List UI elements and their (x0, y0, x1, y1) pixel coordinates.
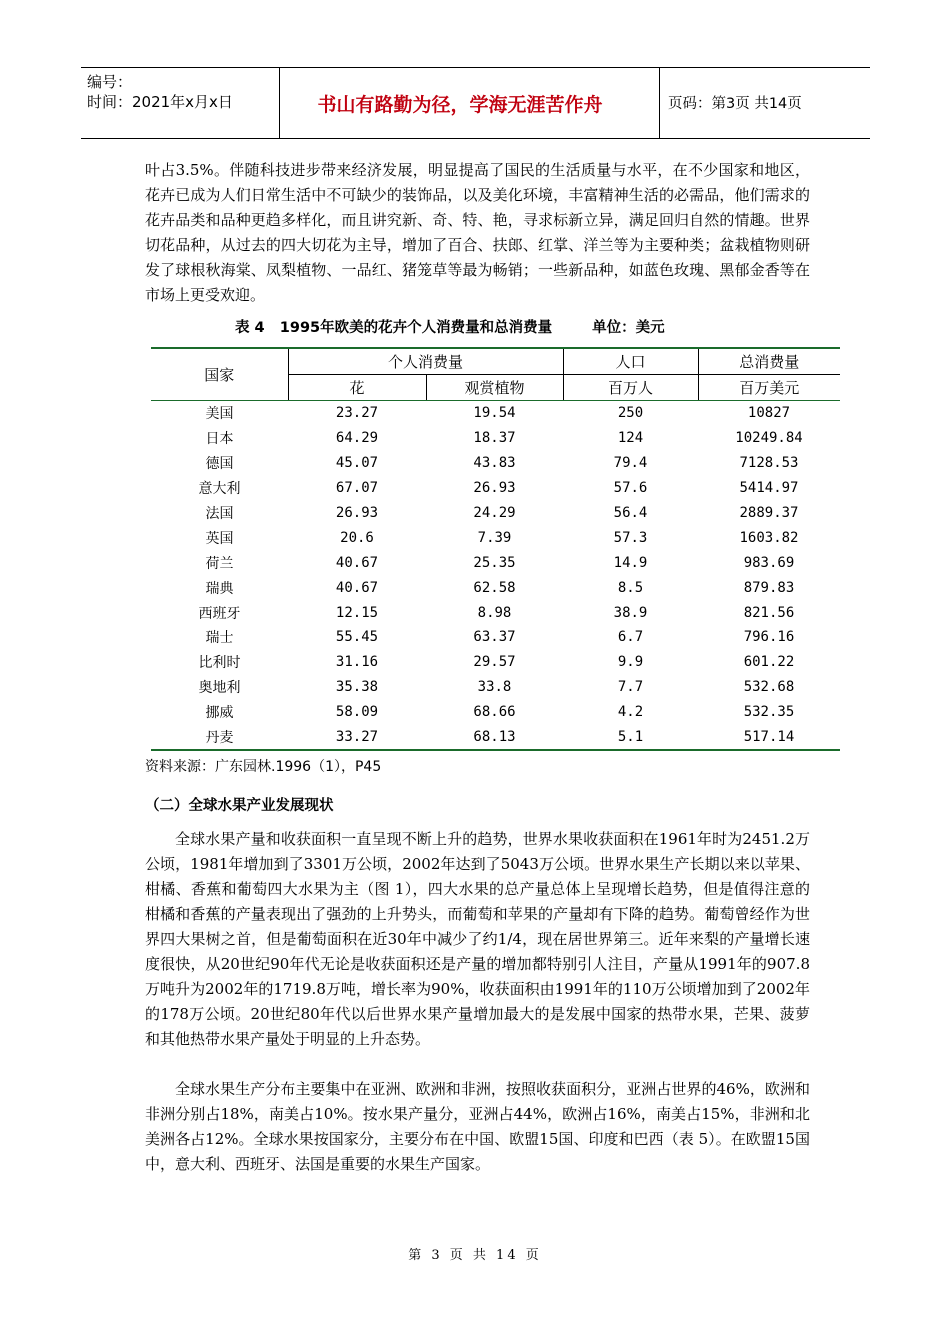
cell-total: 7128.53 (739, 455, 799, 472)
table-caption (235, 316, 665, 337)
cell-total: 5414.97 (739, 480, 799, 497)
cell-total: 821.56 (743, 604, 795, 621)
cell-population: 79.4 (613, 455, 648, 472)
cell-country: 意大利 (198, 481, 241, 498)
cell-population: 57.3 (613, 529, 648, 546)
cell-country: 日本 (205, 431, 234, 448)
paragraph-fruit-production: 全球水果产量和收获面积一直呈现不断上升的趋势，世界水果收获面积在1961年时为2451.2万公顷，1981年增加到了3301万公顷，2002年达到了5043万公顷。世界水果生产长期以来以苹果、柑橘、香蕉和葡萄四大水果为主（图 1），四大水果的总产量总体上呈现增长趋势，但是值得注意的柑橘和香蕉的产量表现出了强劲的上升势头，而葡萄和苹果的产量却有下降的趋势。葡萄曾经作为世界四大果树之首，但是葡萄面积在近30年中减少了约1/4，现在居世界第三。近年来梨的产量增长速度很快，从20世纪90年代无论是收获面积还是产量的增加都特别引人注目，产量从1991年的907.8万吨升为2002年的1719.8万吨，增长率为90%，收获面积由1991年的110万公顷增加到了2002年的178万公顷。20世纪80年代以后世界水果产量增加最大的是发展中国家的热带水果，芒果、菠萝和其他热带水果产量处于明显的上升态势。 (145, 830, 810, 1048)
document-date: 时间：2021年x月x日 (87, 93, 233, 111)
cell-ornamental: 62.58 (473, 579, 516, 596)
cell-ornamental: 68.66 (473, 704, 516, 721)
cell-country: 丹麦 (205, 730, 234, 747)
cell-country: 荷兰 (205, 555, 234, 572)
cell-ornamental: 24.29 (473, 505, 516, 521)
table-row (151, 600, 840, 625)
cell-country: 法国 (205, 506, 234, 522)
cell-flower: 40.67 (335, 579, 379, 596)
cell-country: 比利时 (198, 655, 241, 672)
table-row (151, 476, 840, 501)
cell-population: 9.9 (617, 654, 644, 671)
table-caption-title: 表 4 1995年欧美的花卉个人消费量和总消费量 (235, 320, 553, 336)
table-row (151, 525, 840, 550)
cell-total: 10827 (747, 405, 791, 422)
cell-ornamental: 29.57 (473, 654, 516, 671)
document-number-label: 编号： (87, 73, 133, 91)
table-row (151, 650, 840, 675)
cell-population: 6.7 (617, 629, 644, 646)
table-row (151, 625, 840, 650)
cell-population: 5.1 (617, 729, 644, 746)
table-row (151, 675, 840, 700)
table-row (151, 575, 840, 600)
table-row (151, 550, 840, 575)
cell-flower: 26.93 (335, 505, 379, 521)
cell-total: 2889.37 (739, 505, 799, 521)
cell-flower: 31.16 (335, 654, 379, 671)
cell-population: 7.7 (617, 679, 644, 696)
cell-ornamental: 18.37 (473, 430, 516, 447)
table-body (151, 401, 840, 751)
header-page-info: 页码：第3页 共14页 (668, 96, 802, 112)
cell-ornamental: 8.98 (477, 604, 512, 621)
cell-ornamental: 26.93 (473, 480, 516, 497)
cell-total: 983.69 (743, 554, 795, 571)
table-row (151, 725, 840, 751)
cell-country: 英国 (205, 530, 234, 547)
cell-country: 西班牙 (198, 605, 241, 622)
header-total-consumption: 总消费量 (698, 348, 840, 375)
header-meta (81, 68, 279, 138)
table-row (151, 401, 840, 426)
header-population-unit: 百万人 (563, 375, 698, 401)
cell-flower: 33.27 (335, 729, 379, 746)
table-row (151, 501, 840, 526)
cell-population: 124 (617, 430, 644, 447)
cell-flower: 23.27 (335, 405, 379, 422)
cell-ornamental: 33.8 (477, 679, 512, 696)
cell-ornamental: 19.54 (473, 405, 516, 422)
cell-country: 奥地利 (198, 680, 241, 697)
cell-population: 250 (617, 405, 644, 422)
header-divider (279, 68, 280, 138)
header-ornamental: 观赏植物 (426, 375, 563, 401)
table-unit: 单位：美元 (592, 320, 665, 336)
cell-ornamental: 68.13 (473, 729, 516, 746)
cell-population: 4.2 (617, 704, 644, 721)
consumption-table (151, 347, 840, 751)
cell-flower: 64.29 (335, 430, 379, 447)
cell-country: 美国 (205, 406, 234, 423)
cell-country: 瑞典 (205, 580, 234, 597)
page-footer: 第 3 页 共 14 页 (408, 1248, 542, 1263)
cell-flower: 20.6 (340, 529, 374, 546)
cell-country: 挪威 (205, 705, 234, 722)
table-row (151, 700, 840, 725)
header-total-unit: 百万美元 (698, 375, 840, 401)
header-population: 人口 (563, 348, 698, 375)
header-personal-consumption: 个人消费量 (288, 348, 563, 375)
cell-total: 10249.84 (735, 430, 803, 447)
cell-population: 38.9 (613, 604, 648, 621)
cell-ornamental: 43.83 (473, 455, 516, 472)
table-row (151, 451, 840, 476)
cell-total: 796.16 (743, 629, 795, 646)
cell-flower: 35.38 (335, 679, 379, 696)
cell-ornamental: 63.37 (473, 629, 516, 646)
cell-flower: 67.07 (335, 480, 379, 497)
paragraph-fruit-distribution: 全球水果生产分布主要集中在亚洲、欧洲和非洲，按照收获面积分，亚洲占世界的46%，欧洲和非洲分别占18%，南美占10%。按水果产量分，亚洲占44%，欧洲占16%，南美占15%，非洲和北美洲各占12%。全球水果按国家分，主要分布在中国、欧盟15国、印度和巴西（表 5）。在欧盟15国中，意大利、西班牙、法国是重要的水果生产国家。 (145, 1080, 810, 1173)
header-country: 国家 (151, 348, 288, 401)
cell-flower: 12.15 (335, 604, 379, 621)
cell-population: 57.6 (613, 480, 648, 497)
cell-population: 14.9 (613, 554, 648, 571)
page-header (81, 67, 870, 139)
cell-flower: 58.09 (335, 704, 379, 721)
section-title: （二）全球水果产业发展现状 (145, 798, 334, 814)
cell-ornamental: 7.39 (477, 529, 512, 546)
cell-country: 德国 (205, 456, 234, 473)
table-row (151, 426, 840, 451)
cell-total: 879.83 (743, 579, 795, 596)
header-flower: 花 (288, 375, 426, 401)
cell-flower: 55.45 (335, 629, 379, 646)
cell-flower: 40.67 (335, 554, 379, 571)
cell-total: 532.68 (743, 679, 795, 696)
cell-population: 56.4 (613, 505, 648, 521)
intro-paragraph: 叶占3.5%。伴随科技进步带来经济发展，明显提高了国民的生活质量与水平，在不少国家和地区，花卉已成为人们日常生活中不可缺少的装饰品，以及美化环境，丰富精神生活的必需品，他们需求的花卉品类和品种更趋多样化，而且讲究新、奇、特、艳，寻求标新立异，满足回归自然的情趣。世界切花品种，从过去的四大切花为主导，增加了百合、扶郎、红掌、洋兰等为主要种类；盆栽植物则研发了球根秋海棠、凤梨植物、一品红、猪笼草等最为畅销；一些新品种，如蓝色玫瑰、黑郁金香等在市场上更受欢迎。 (145, 161, 810, 304)
cell-flower: 45.07 (335, 455, 379, 472)
table-source: 资料来源：广东园林.1996（1），P45 (145, 759, 382, 775)
cell-population: 8.5 (617, 579, 644, 596)
cell-ornamental: 25.35 (473, 554, 516, 571)
header-divider (659, 68, 660, 138)
cell-total: 532.35 (743, 704, 795, 721)
cell-total: 517.14 (743, 729, 795, 746)
cell-total: 601.22 (743, 654, 795, 671)
cell-total: 1603.82 (739, 529, 799, 546)
cell-country: 瑞士 (205, 630, 234, 647)
header-motto: 书山有路勤为径，学海无涯苦作舟 (317, 93, 603, 116)
